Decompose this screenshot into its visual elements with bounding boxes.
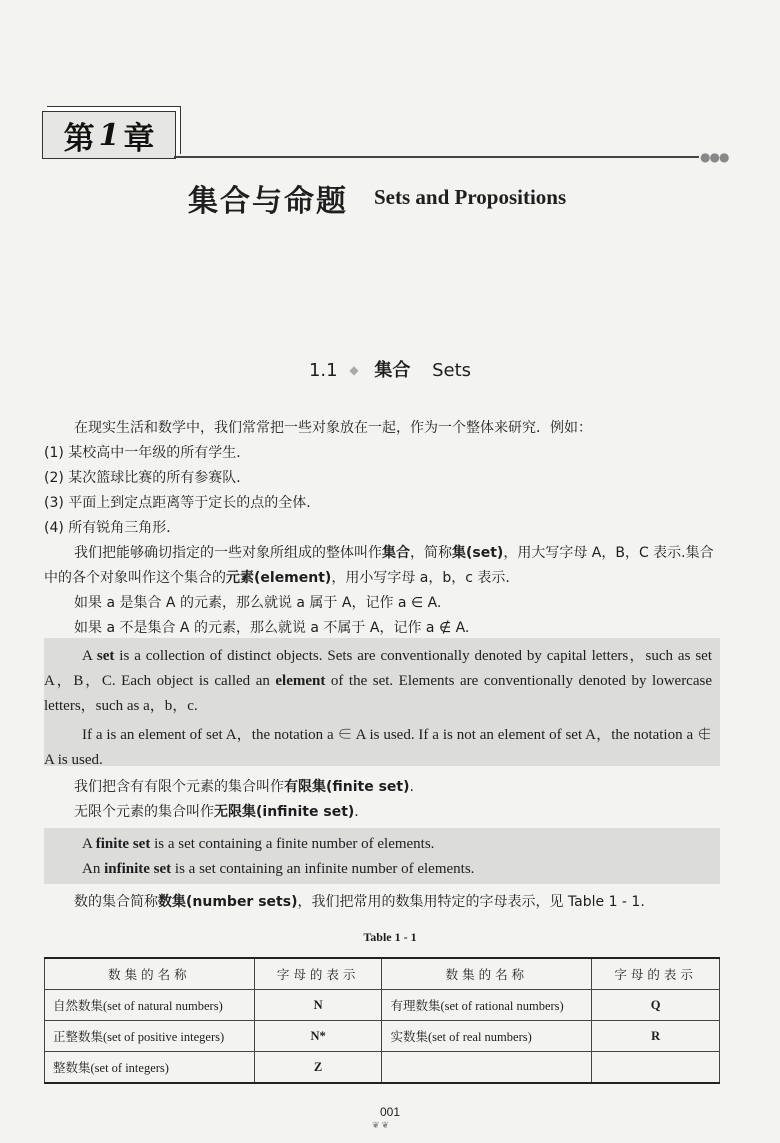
infinite-set-en: An infinite set is a set containing an infinite number of elements.: [82, 861, 475, 877]
table-cell: 实数集(set of real numbers): [382, 1021, 592, 1052]
table-cell: 有理数集(set of rational numbers): [382, 990, 592, 1021]
table-row: [45, 1021, 720, 1052]
table-header-row: [45, 958, 720, 990]
example-item: (2) 某次篮球比赛的所有参赛队．: [44, 470, 251, 486]
not-belongs-line: 如果 a 不是集合 A 的元素，那么就说 a 不属于 A，记作 a ∉ A.: [74, 620, 470, 636]
chapter-prefix: 第: [63, 120, 95, 157]
finite-infinite-en-box: [44, 828, 720, 884]
section-number: 1.1: [308, 360, 338, 381]
finite-infinite-block: [44, 775, 724, 825]
table-cell: Z: [254, 1052, 382, 1084]
number-sets-line: 数的集合简称数集(number sets)，我们把常用的数集用特定的字母表示，见 Table 1 - 1.: [74, 894, 645, 910]
notation-en: If a is an element of set A，the notation a ∈ A is used. If a is not an element of set A，the notation a ∉ A is used.: [44, 727, 712, 768]
page-number: 001: [379, 1105, 401, 1119]
intro-block: [44, 416, 724, 641]
table-header: 数集的名称: [382, 958, 592, 990]
rule-dots-ornament: ●●●: [700, 150, 729, 164]
table-cell: R: [592, 1021, 720, 1052]
chapter-number: 1: [98, 117, 120, 153]
section-heading: [0, 356, 780, 382]
table-cell: 正整数集(set of positive integers): [45, 1021, 255, 1052]
example-item: (4) 所有锐角三角形．: [44, 520, 181, 536]
example-item: (3) 平面上到定点距离等于定长的点的全体．: [44, 495, 321, 511]
table-cell: N: [254, 990, 382, 1021]
finite-set-en: A finite set is a set containing a finite number of elements.: [82, 836, 435, 852]
infinite-set-line: 无限个元素的集合叫作无限集(infinite set).: [74, 804, 359, 820]
table-cell: 整数集(set of integers): [45, 1052, 255, 1084]
intro-line: 在现实生活和数学中，我们常常把一些对象放在一起，作为一个整体来研究．例如：: [74, 420, 592, 436]
set-definition-en: A set is a collection of distinct objects. Sets are conventionally denoted by capital letters，such as set A，B，C. Each object is called an element of the set. Elements are conventionally denoted by lowercase letters，such as a，b，c.: [44, 648, 712, 714]
table-cell: [592, 1052, 720, 1084]
table-row: [45, 990, 720, 1021]
diamond-icon: ◆: [349, 363, 359, 377]
set-definition: 我们把能够确切指定的一些对象所组成的整体叫作集合，简称集(set)，用大写字母 A，B，C 表示.集合中的各个对象叫作这个集合的元素(element)，用小写字母 a，b，c 表示.: [44, 545, 714, 586]
chapter-title-en: Sets and Propositions: [374, 185, 567, 209]
english-definition-box: [44, 638, 720, 766]
table-header: 数集的名称: [45, 958, 255, 990]
table-row: [45, 1052, 720, 1084]
chapter-rule: [174, 156, 699, 158]
chapter-suffix: 章: [123, 120, 155, 157]
table-cell: Q: [592, 990, 720, 1021]
table-header: 字母的表示: [592, 958, 720, 990]
chapter-badge: [42, 111, 176, 159]
table-header: 字母的表示: [254, 958, 382, 990]
wreath-ornament-icon: ❦❦: [372, 1121, 392, 1131]
number-sets-table: [44, 957, 720, 1084]
table-caption: Table 1 - 1: [363, 930, 417, 944]
table-cell: N*: [254, 1021, 382, 1052]
chapter-title-zh: 集合与命题: [188, 184, 348, 219]
example-item: (1) 某校高中一年级的所有学生．: [44, 445, 251, 461]
section-title-zh: 集合: [374, 360, 411, 381]
section-title-en: Sets: [432, 360, 471, 381]
table-cell: 自然数集(set of natural numbers): [45, 990, 255, 1021]
table-cell: [382, 1052, 592, 1084]
finite-set-line: 我们把含有有限个元素的集合叫作有限集(finite set).: [74, 779, 414, 795]
belongs-line: 如果 a 是集合 A 的元素，那么就说 a 属于 A，记作 a ∈ A.: [74, 595, 442, 611]
